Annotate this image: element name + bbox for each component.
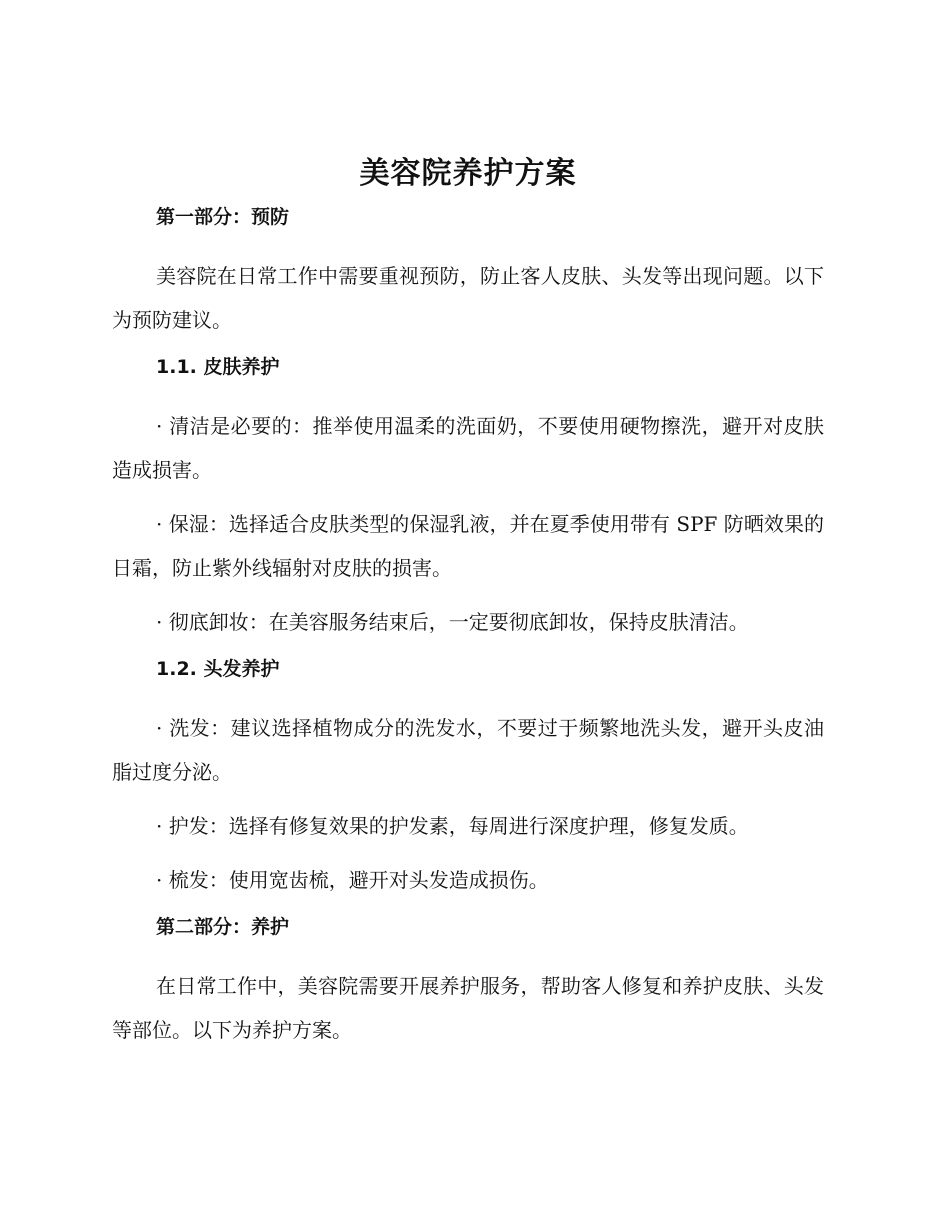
skin-care-item-cleansing: · 清洁是必要的：推举使用温柔的洗面奶，不要使用硬物擦洗，避开对皮肤造成损害。 bbox=[112, 414, 824, 482]
skin-care-heading: 1.1. 皮肤养护 bbox=[156, 356, 280, 378]
hair-care-item-washing: · 洗发：建议选择植物成分的洗发水，不要过于频繁地洗头发，避开头皮油脂过度分泌。 bbox=[112, 716, 824, 784]
hair-care-item-combing: · 梳发：使用宽齿梳，避开对头发造成损伤。 bbox=[156, 868, 549, 892]
part2-intro: 在日常工作中，美容院需要开展养护服务，帮助客人修复和养护皮肤、头发等部位。以下为养护方案。 bbox=[112, 974, 824, 1042]
skin-care-item-moisturizing: · 保湿：选择适合皮肤类型的保湿乳液，并在夏季使用带有 SPF 防晒效果的日霜，防止紫外线辐射对皮肤的损害。 bbox=[112, 512, 824, 580]
part2-heading: 第二部分：养护 bbox=[156, 916, 290, 938]
hair-care-heading: 1.2. 头发养护 bbox=[156, 658, 280, 680]
part1-heading: 第一部分：预防 bbox=[156, 206, 290, 228]
part1-intro: 美容院在日常工作中需要重视预防，防止客人皮肤、头发等出现问题。以下为预防建议。 bbox=[112, 264, 824, 332]
skin-care-item-makeup-removal: · 彻底卸妆：在美容服务结束后，一定要彻底卸妆，保持皮肤清洁。 bbox=[156, 610, 749, 634]
document-page bbox=[112, 150, 824, 1062]
document-title: 美容院养护方案 bbox=[359, 156, 577, 191]
hair-care-item-conditioning: · 护发：选择有修复效果的护发素，每周进行深度护理，修复发质。 bbox=[156, 814, 749, 838]
